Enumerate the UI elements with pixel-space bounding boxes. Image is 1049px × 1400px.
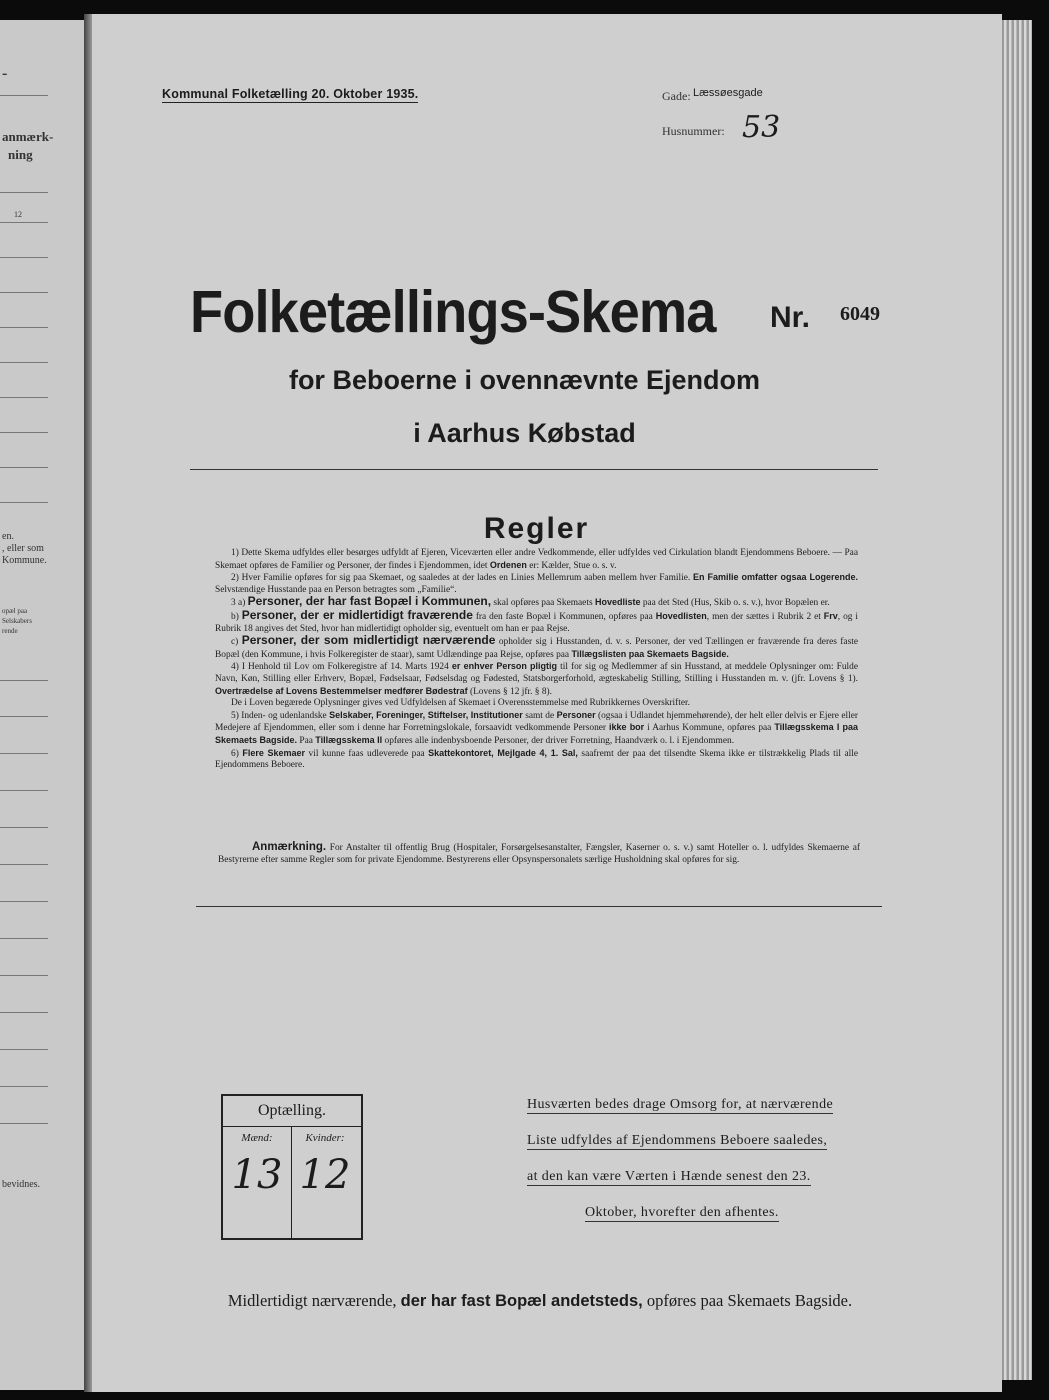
rule-6: 6) Flere Skemaer vil kunne faas udleverede paa Skattekontoret, Mejlgade 4, 1. Sal, saafremt der paa det tilsendte Skema ikke er tilstrækkelig Plads til alle Ejendommens Beboere. bbox=[215, 747, 859, 771]
rule-3c: c) Personer, der som midlertidigt nærværende opholder sig i Husstanden, d. v. s. Personer, der ved Tællingen er fraværende fra deres faste Bopæl (den Kommune, i hvis Folkeregister de staar), samt Udlændinge paa Rejse, opføres paa Tillægslisten paa Skemaets Bagside. bbox=[215, 633, 858, 660]
left-fragment: Selskabers bbox=[2, 617, 32, 625]
landlord-note-line: Oktober, hvorefter den afhentes. bbox=[585, 1205, 779, 1220]
house-number-label: Husnummer: bbox=[662, 124, 725, 138]
form-title: Folketællings-Skema bbox=[190, 279, 716, 345]
left-fragment: rende bbox=[2, 627, 18, 635]
rule-5: 5) Inden- og udenlandske Selskaber, Foreninger, Stiftelser, Institutioner samt de Personer (ogsaa i Udlandet hjemmehørende), der helt eller delvis er Ejere eller Medejere af Ejendommen, eller som i denne har Forretningslokale, forsaavidt vedkommende Personer ikke bor i Aarhus Kommune, opføres paa Tillægsskema I paa Skemaets Bagside. Paa Tillægsskema II opføres alle indenbysboende Personer, der driver Forretning, Haandværk o. l. i Ejendommen. bbox=[215, 709, 859, 746]
house-number-value: 53 bbox=[742, 110, 781, 145]
left-fragment: bevidnes. bbox=[2, 1179, 41, 1190]
form-subtitle: for Beboerne i ovennævnte Ejendom bbox=[288, 365, 761, 395]
remark-text: For Anstalter til offentlig Brug (Hospitaler, Forsørgelsesanstalter, Fængsler, Kaserner o. s. v.) samt Hoteller o. l. udfyldes Skemaerne af Bestyrerne efter samme Regler som for private Ejendomme. Bestyrerens eller Opsynspersonalets særlige Husholdning skal opføres for sig. bbox=[218, 843, 860, 865]
book-spine bbox=[84, 14, 92, 1392]
left-fragment: , eller som bbox=[2, 543, 44, 554]
left-fragment: Kommune. bbox=[2, 555, 47, 566]
rule-3a: 3 a) Personer, der har fast Bopæl i Kommunen, skal opføres paa Skemaets Hovedliste paa det Sted (Hus, Skib o. s. v.), hvor Bopælen er. bbox=[231, 594, 830, 609]
page-edges bbox=[1002, 20, 1032, 1380]
remark-label: Anmærkning. bbox=[252, 841, 327, 853]
street-value: Læssøesgade bbox=[693, 87, 763, 99]
rule-3b: b) Personer, der er midlertidigt fraværende fra den faste Bopæl i Kommunen, opføres paa Hovedlisten, men der sættes i Rubrik 2 et Frv, og i Rubrik 18 angives det Sted, hvor han midlertidigt opholder sig, eventuelt om han er paa Rejse. bbox=[215, 607, 858, 634]
form-municipality: i Aarhus Købstad bbox=[413, 418, 636, 448]
landlord-note bbox=[527, 1097, 859, 1227]
rule-1: 1) Dette Skema udfyldes eller besørges udfyldt af Ejeren, Viceværten eller andre Vedkommende, eller udfyldes ved Cirkulation blandt Ejendommens Beboere. — Paa Skemaet opføres de Familier og Personer, der findes i Ejendommen, idet Ordenen er: Kælder, Stue o. s. v. bbox=[215, 548, 858, 571]
left-fragment: 12 bbox=[14, 210, 22, 219]
footer-note: Midlertidigt nærværende, der har fast Bopæl andetsteds, opføres paa Skemaets Bagside. bbox=[227, 1291, 853, 1310]
women-label: Kvinder: bbox=[305, 1132, 345, 1144]
form-number: 6049 bbox=[840, 303, 880, 325]
census-header-title: Kommunal Folketælling 20. Oktober 1935. bbox=[162, 87, 419, 101]
rules-heading: Regler bbox=[483, 512, 590, 545]
count-box-title: Optælling. bbox=[223, 1096, 361, 1127]
left-fragment: en. bbox=[2, 531, 14, 542]
landlord-note-line: at den kan være Værten i Hænde senest den 23. bbox=[527, 1169, 811, 1184]
form-number-label: Nr. bbox=[770, 301, 811, 334]
men-label: Mænd: bbox=[241, 1132, 273, 1144]
rule-2: 2) Hver Familie opføres for sig paa Skemaet, og saaledes at der lades en Linies Mellemrum aaben mellem hver Familie. En Familie omfatter ogsaa Logerende. Selvstændige Husstande paa en Person betragtes som „Familie“. bbox=[215, 572, 858, 595]
left-fragment: ning bbox=[8, 147, 33, 162]
rule-4-note: De i Loven begærede Oplysninger gives ved Udfyldelsen af Skemaet i Overensstemmelse med Rubrikkernes Overskrifter. bbox=[231, 698, 690, 709]
divider bbox=[196, 906, 882, 907]
men-count: 13 bbox=[231, 1152, 283, 1198]
count-box bbox=[221, 1094, 363, 1240]
previous-page-strip: - anmærk- ning 12 en. , eller som Kommune. opæl paa Selskabers rende bevidnes. bbox=[0, 20, 86, 1390]
landlord-note-line: Liste udfyldes af Ejendommens Beboere saaledes, bbox=[527, 1133, 828, 1148]
rules-text bbox=[215, 548, 858, 772]
street-label: Gade: bbox=[662, 89, 691, 103]
women-count: 12 bbox=[299, 1152, 351, 1198]
rule-4: 4) I Henhold til Lov om Folkeregistre af 14. Marts 1924 er enhver Person pligtig til for sig og Medlemmer af sin Husstand, at meddele Oplysninger om: Fulde Navn, Køn, Stilling eller Erhverv, Bopæl, Fødselsaar, Fødselsdag og Fødested, Statsborgerforhold, ægteskabelig Stilling, Stilling i Husstanden m. v. (jfr. Lovens § 1). Overtrædelse af Lovens Bestemmelser medfører Bødestraf (Lovens § 12 jfr. § 8). bbox=[215, 661, 859, 697]
landlord-note-line: Husværten bedes drage Omsorg for, at nærværende bbox=[527, 1097, 834, 1112]
left-fragment: opæl paa bbox=[2, 607, 28, 615]
divider bbox=[190, 469, 878, 470]
remark-paragraph bbox=[218, 842, 860, 866]
left-fragment: anmærk- bbox=[2, 129, 54, 144]
